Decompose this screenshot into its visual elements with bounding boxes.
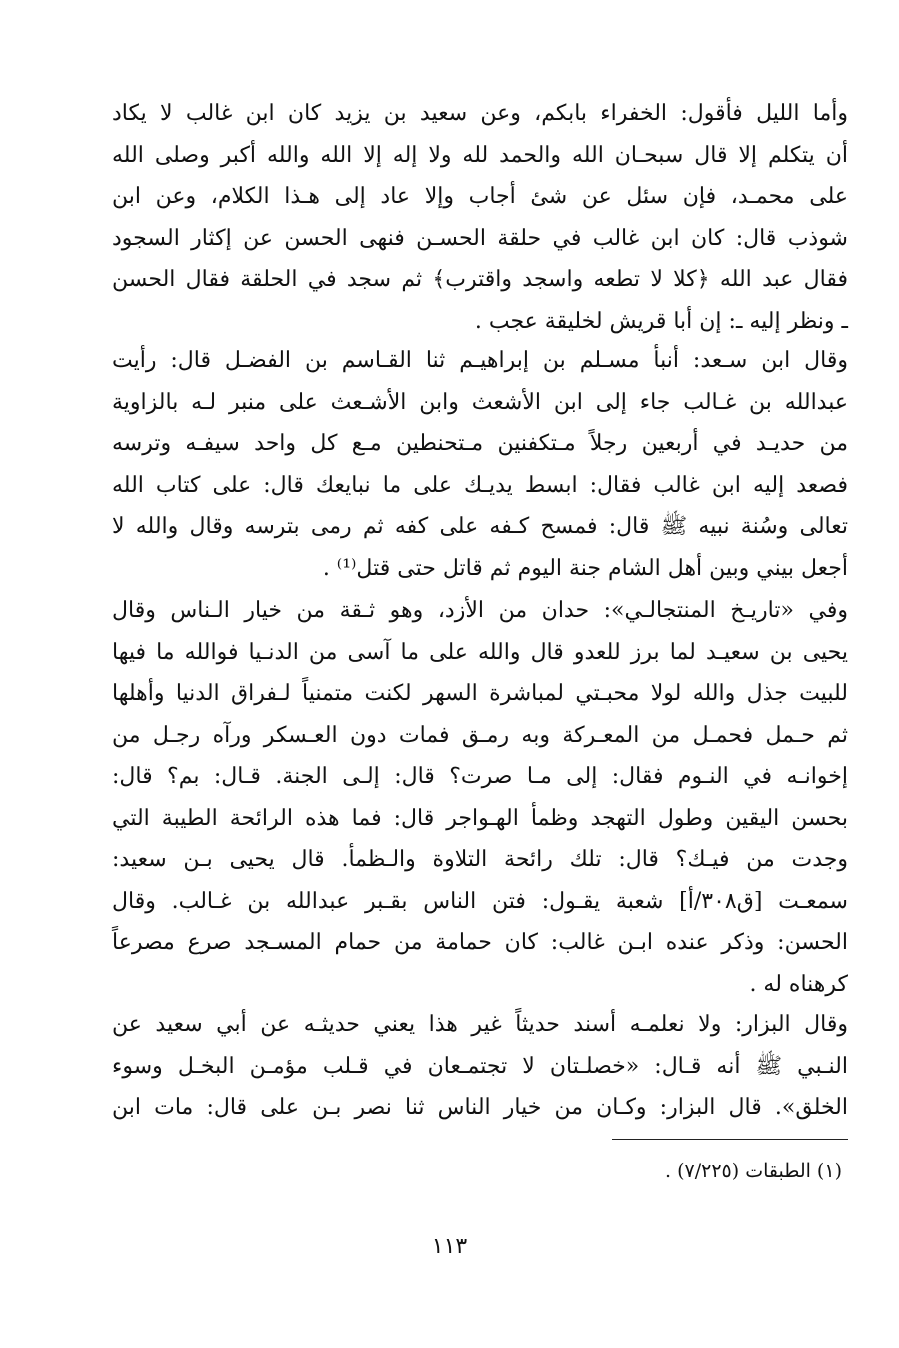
text-line: ـ ونظر إليه ـ: إن أبا قريش لخليقة عجب .: [474, 308, 848, 334]
text-line: على محمـد، فإن سئل عن شئ أجاب وإلا عاد إلى هـذا الكلام، وعن ابن: [112, 184, 848, 209]
text-line: أجعل بيني وبين أهل الشام جنة اليوم ثم قاتل حتى قتل⁽¹⁾ .: [322, 555, 848, 581]
paragraph-2: [112, 340, 848, 589]
paragraph-4: [112, 1004, 848, 1129]
text-line: ثم حـمل فحمـل من المعـركة وبه رمـق فمات دون العـسكر ورآه رجـل من: [112, 722, 848, 748]
text-line: وأما الليل فأقول: الخفراء بابكم، وعن سعيد بن يزيد كان ابن غالب لا يكاد: [112, 101, 848, 126]
text-line: وفي «تاريـخ المنتجالـي»: حدان من الأزد، وهو ثـقة من خيار الـناس وقال: [112, 598, 848, 623]
text-line: أن يتكلم إلا قال سبحـان الله والحمد لله ولا إله إلا الله والله أكبر وصلى الله: [112, 142, 848, 168]
text-line: تعالى وسُنة نبيه ﷺ قال: فمسح كـفه على كفه ثم رمى بترسه وقال والله لا: [112, 514, 848, 539]
text-line: النـبي ﷺ أنه قـال: «خصلـتان لا تجتمـعان في قـلب مؤمـن البخـل وسوء: [112, 1053, 848, 1079]
text-line: من حديـد في أربعين رجلاً مـتكفنين مـتحنطين مـع كل واحد سيفـه وترسه: [112, 431, 848, 456]
text-line: فقال عبد الله ﴿كلا لا تطعه واسجد واقترب﴾ ثم سجد في الحلقة فقال الحسن: [112, 267, 848, 292]
text-line: سمعـت [ق٣٠٨/أ] شعبة يقـول: فتن الناس بقـبر عبدالله بن غـالب. وقال: [112, 888, 848, 914]
text-line: كرهناه له .: [749, 971, 848, 997]
footnote-separator: [612, 1139, 848, 1140]
footnote: (١) الطبقات (٧/٢٢٥) .: [665, 1160, 842, 1182]
text-line: وقال ابن سـعد: أنبأ مسـلم بن إبراهيـم ثنا القـاسم بن الفضـل قال: رأيت: [112, 348, 848, 373]
text-line: عبدالله بن غـالب جاء إلى ابن الأشعث وابن الأشـعث على منبر لـه بالزاوية: [112, 389, 848, 415]
text-line: فصعد إليه ابن غالب فقال: ابسط يديـك على ما نبايعك قال: على كتاب الله: [112, 472, 848, 498]
text-line: وقال البزار: ولا نعلمـه أسند حديثاً غير هذا يعني حديثـه عن أبي سعيد عن: [112, 1012, 848, 1037]
text-line: الخلق». قال البزار: وكـان من خيار الناس ثنا نصر بـن على قال: مات ابن: [112, 1095, 848, 1120]
paragraph-1: [112, 93, 848, 342]
text-line: الحسن: وذكر عنده ابـن غالب: كان حمامة من حمام المسـجد صرع مصرعاً: [112, 930, 848, 955]
text-line: وجدت من فيـك؟ قال: تلك رائحة التلاوة والـظمأ. قال يحيى بـن سعيد:: [112, 847, 848, 872]
text-line: بحسن اليقين وطول التهجد وظمأ الهـواجر قال: فما هذه الرائحة الطيبة التي: [112, 805, 848, 831]
text-line: إخوانـه في النـوم فقال: إلى مـا صرت؟ قال: إلـى الجنة. قـال: بم؟ قال:: [112, 764, 848, 789]
text-line: للبيت جذل والله لولا محبـتي لمباشرة السهر لكنت متمنياً لـفراق الدنيا وأهلها: [112, 681, 848, 706]
page-number: ١١٣: [431, 1234, 468, 1259]
text-line: يحيى بن سعيـد لما برز للعدو قال والله على ما آسى من الدنـيا فوالله ما فيها: [112, 639, 848, 665]
paragraph-3: [112, 590, 848, 1005]
text-line: شوذب قال: كان ابن غالب في حلقة الحسـن فنهى الحسن عن إكثار السجود: [112, 225, 848, 251]
